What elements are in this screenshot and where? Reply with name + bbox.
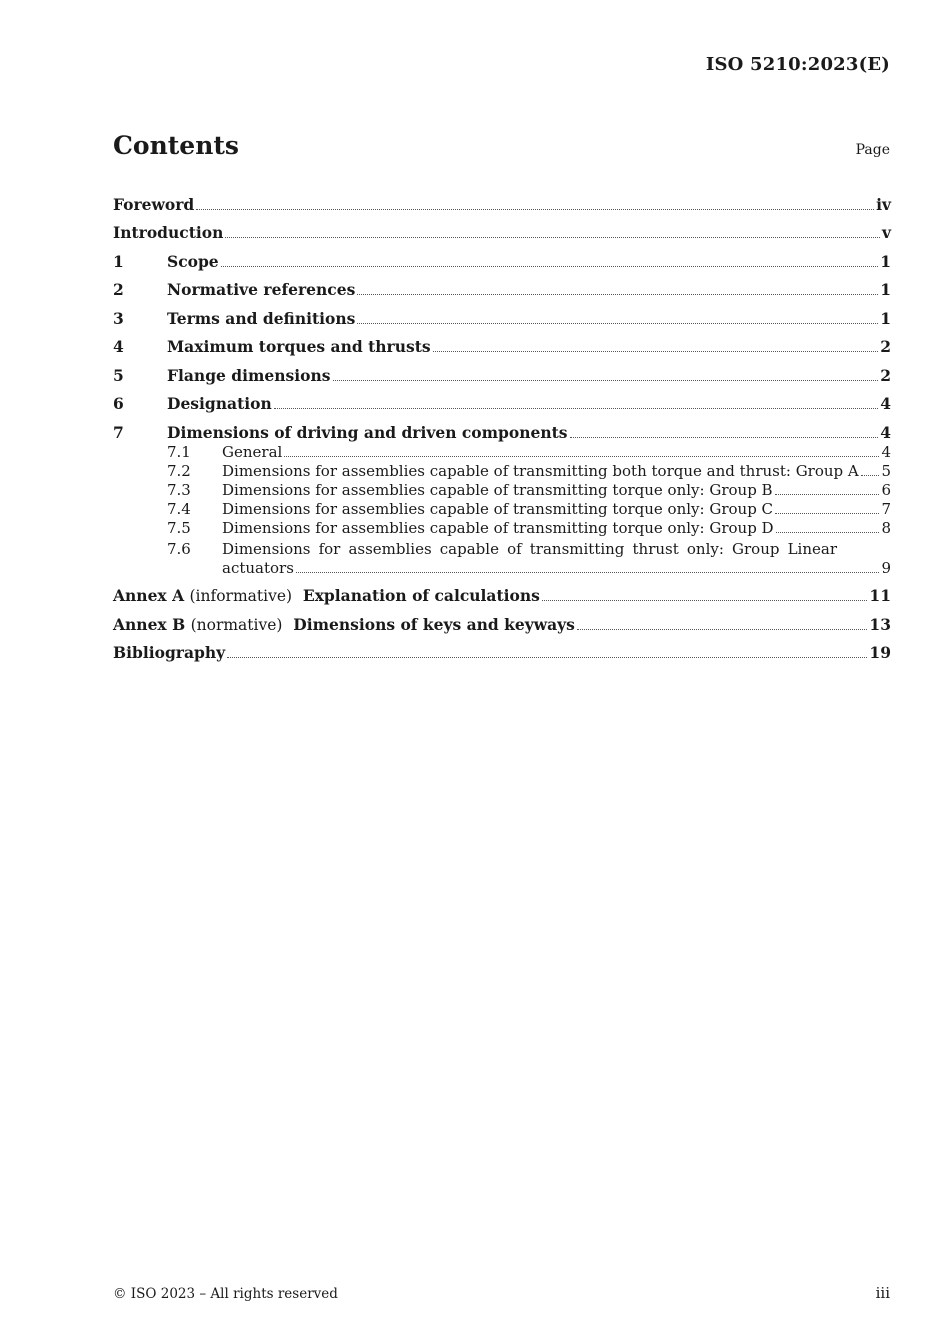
toc-title: Foreword [113,194,195,214]
toc-clause-number: 2 [113,280,124,299]
toc-entry-flange-dimensions[interactable] [113,356,891,385]
toc-leader-dots [284,456,879,457]
toc-title: Scope [167,251,219,271]
toc-title [113,615,575,634]
toc-leader-dots [542,600,868,601]
annex-label: Annex B [113,614,186,634]
page-column-label: Page [855,142,890,158]
toc-subclause-number: 7.4 [167,500,191,519]
annex-status: (normative) [190,615,283,634]
toc-subclause-number: 7.1 [167,442,191,461]
toc-page-number: 4 [881,442,891,461]
toc-page-number: 13 [869,614,891,634]
toc-title: Dimensions of driving and driven components [167,422,568,442]
toc-title: General [222,442,283,461]
toc-clause-number: 6 [113,394,124,413]
annex-status: (informative) [189,587,293,606]
toc-entry-scope[interactable] [113,242,891,271]
toc-clause-number: 3 [113,308,124,328]
toc-title: Dimensions for assemblies capable of transmitting torque only: Group D [222,519,774,538]
toc-subentry-7-5[interactable] [113,518,891,537]
toc-title: Dimensions for assemblies capable of transmitting torque only: Group B [222,481,773,500]
footer-copyright: © ISO 2023 – All rights reserved [113,1286,338,1302]
toc-title: Dimensions for assemblies capable of transmitting both torque and thrust: Group A [222,461,859,480]
toc-entry-bibliography[interactable] [113,634,891,663]
toc-title: Normative references [167,280,356,299]
toc-title: Bibliography [113,643,226,663]
toc-leader-dots [776,532,880,533]
toc-page-number: v [881,223,891,242]
toc-leader-dots [225,237,880,238]
toc-page-number: 4 [880,394,891,413]
annex-title: Explanation of calculations [302,586,540,606]
toc-leader-dots [296,572,880,573]
toc-subclause-number: 7.5 [167,519,191,538]
annex-title: Dimensions of keys and keyways [293,614,575,634]
toc-subclause-number: 7.3 [167,481,191,500]
toc-leader-dots [775,513,879,514]
toc-title [113,586,540,605]
toc-wrapped-line-2 [113,558,891,577]
toc-clause-number: 7 [113,422,124,442]
toc-leader-dots [433,351,879,352]
toc-leader-dots [775,494,880,495]
toc-page-number: 9 [881,558,891,577]
toc-page-number: iv [876,194,891,214]
toc-page-number: 2 [880,365,891,385]
toc-leader-dots [221,266,879,267]
toc-leader-dots [333,380,879,381]
toc-title: Terms and definitions [167,308,356,328]
toc-page-number: 1 [880,308,891,328]
toc-title: Designation [167,394,272,413]
toc-subclause-number: 7.6 [167,539,191,558]
table-of-contents [113,185,891,662]
annex-label: Annex A [113,586,185,606]
toc-title-continuation: actuators [222,558,294,577]
toc-page-number: 5 [881,461,891,480]
toc-leader-dots [577,629,868,630]
toc-title: Introduction [113,223,224,242]
toc-page-number: 1 [880,280,891,299]
toc-title: Maximum torques and thrusts [167,337,431,356]
toc-subentry-7-1[interactable] [113,442,891,461]
toc-clause-number: 5 [113,365,124,385]
contents-heading: Contents [113,131,240,160]
toc-page-number: 11 [869,586,891,606]
toc-page-number: 8 [881,519,891,538]
toc-subentry-7-6[interactable] [113,538,891,576]
toc-leader-dots [227,657,867,658]
toc-subclause-number: 7.2 [167,461,191,480]
toc-title: Dimensions for assemblies capable of transmitting thrust only: Group Linear [222,539,837,558]
toc-entry-maximum-torques[interactable] [113,328,891,357]
toc-subentry-7-3[interactable] [113,480,891,499]
toc-entry-annex-b[interactable] [113,605,891,634]
toc-leader-dots [357,294,878,295]
toc-clause-number: 1 [113,251,124,271]
toc-subentry-7-2[interactable] [113,461,891,480]
toc-entry-introduction[interactable] [113,214,891,243]
toc-page-number: 6 [881,481,891,500]
toc-page-number: 19 [869,643,891,663]
toc-entry-dimensions-components[interactable] [113,413,891,442]
toc-entry-designation[interactable] [113,385,891,414]
toc-leader-dots [196,209,874,210]
toc-title: Flange dimensions [167,365,331,385]
toc-entry-normative-references[interactable] [113,271,891,300]
toc-wrapped-line-1 [113,538,891,557]
toc-leader-dots [861,475,880,476]
document-identifier: ISO 5210:2023(E) [705,54,890,75]
toc-entry-foreword[interactable] [113,185,891,214]
toc-leader-dots [357,323,878,324]
toc-page-number: 1 [880,251,891,271]
toc-entry-terms-and-definitions[interactable] [113,299,891,328]
toc-clause-number: 4 [113,337,124,356]
footer-page-number: iii [875,1284,890,1302]
toc-page-number: 2 [880,337,891,356]
toc-page-number: 7 [881,500,891,519]
toc-leader-dots [570,437,879,438]
toc-title: Dimensions for assemblies capable of transmitting torque only: Group C [222,500,774,519]
toc-page-number: 4 [880,422,891,442]
toc-subentry-7-4[interactable] [113,499,891,518]
toc-entry-annex-a[interactable] [113,577,891,606]
toc-leader-dots [274,408,878,409]
